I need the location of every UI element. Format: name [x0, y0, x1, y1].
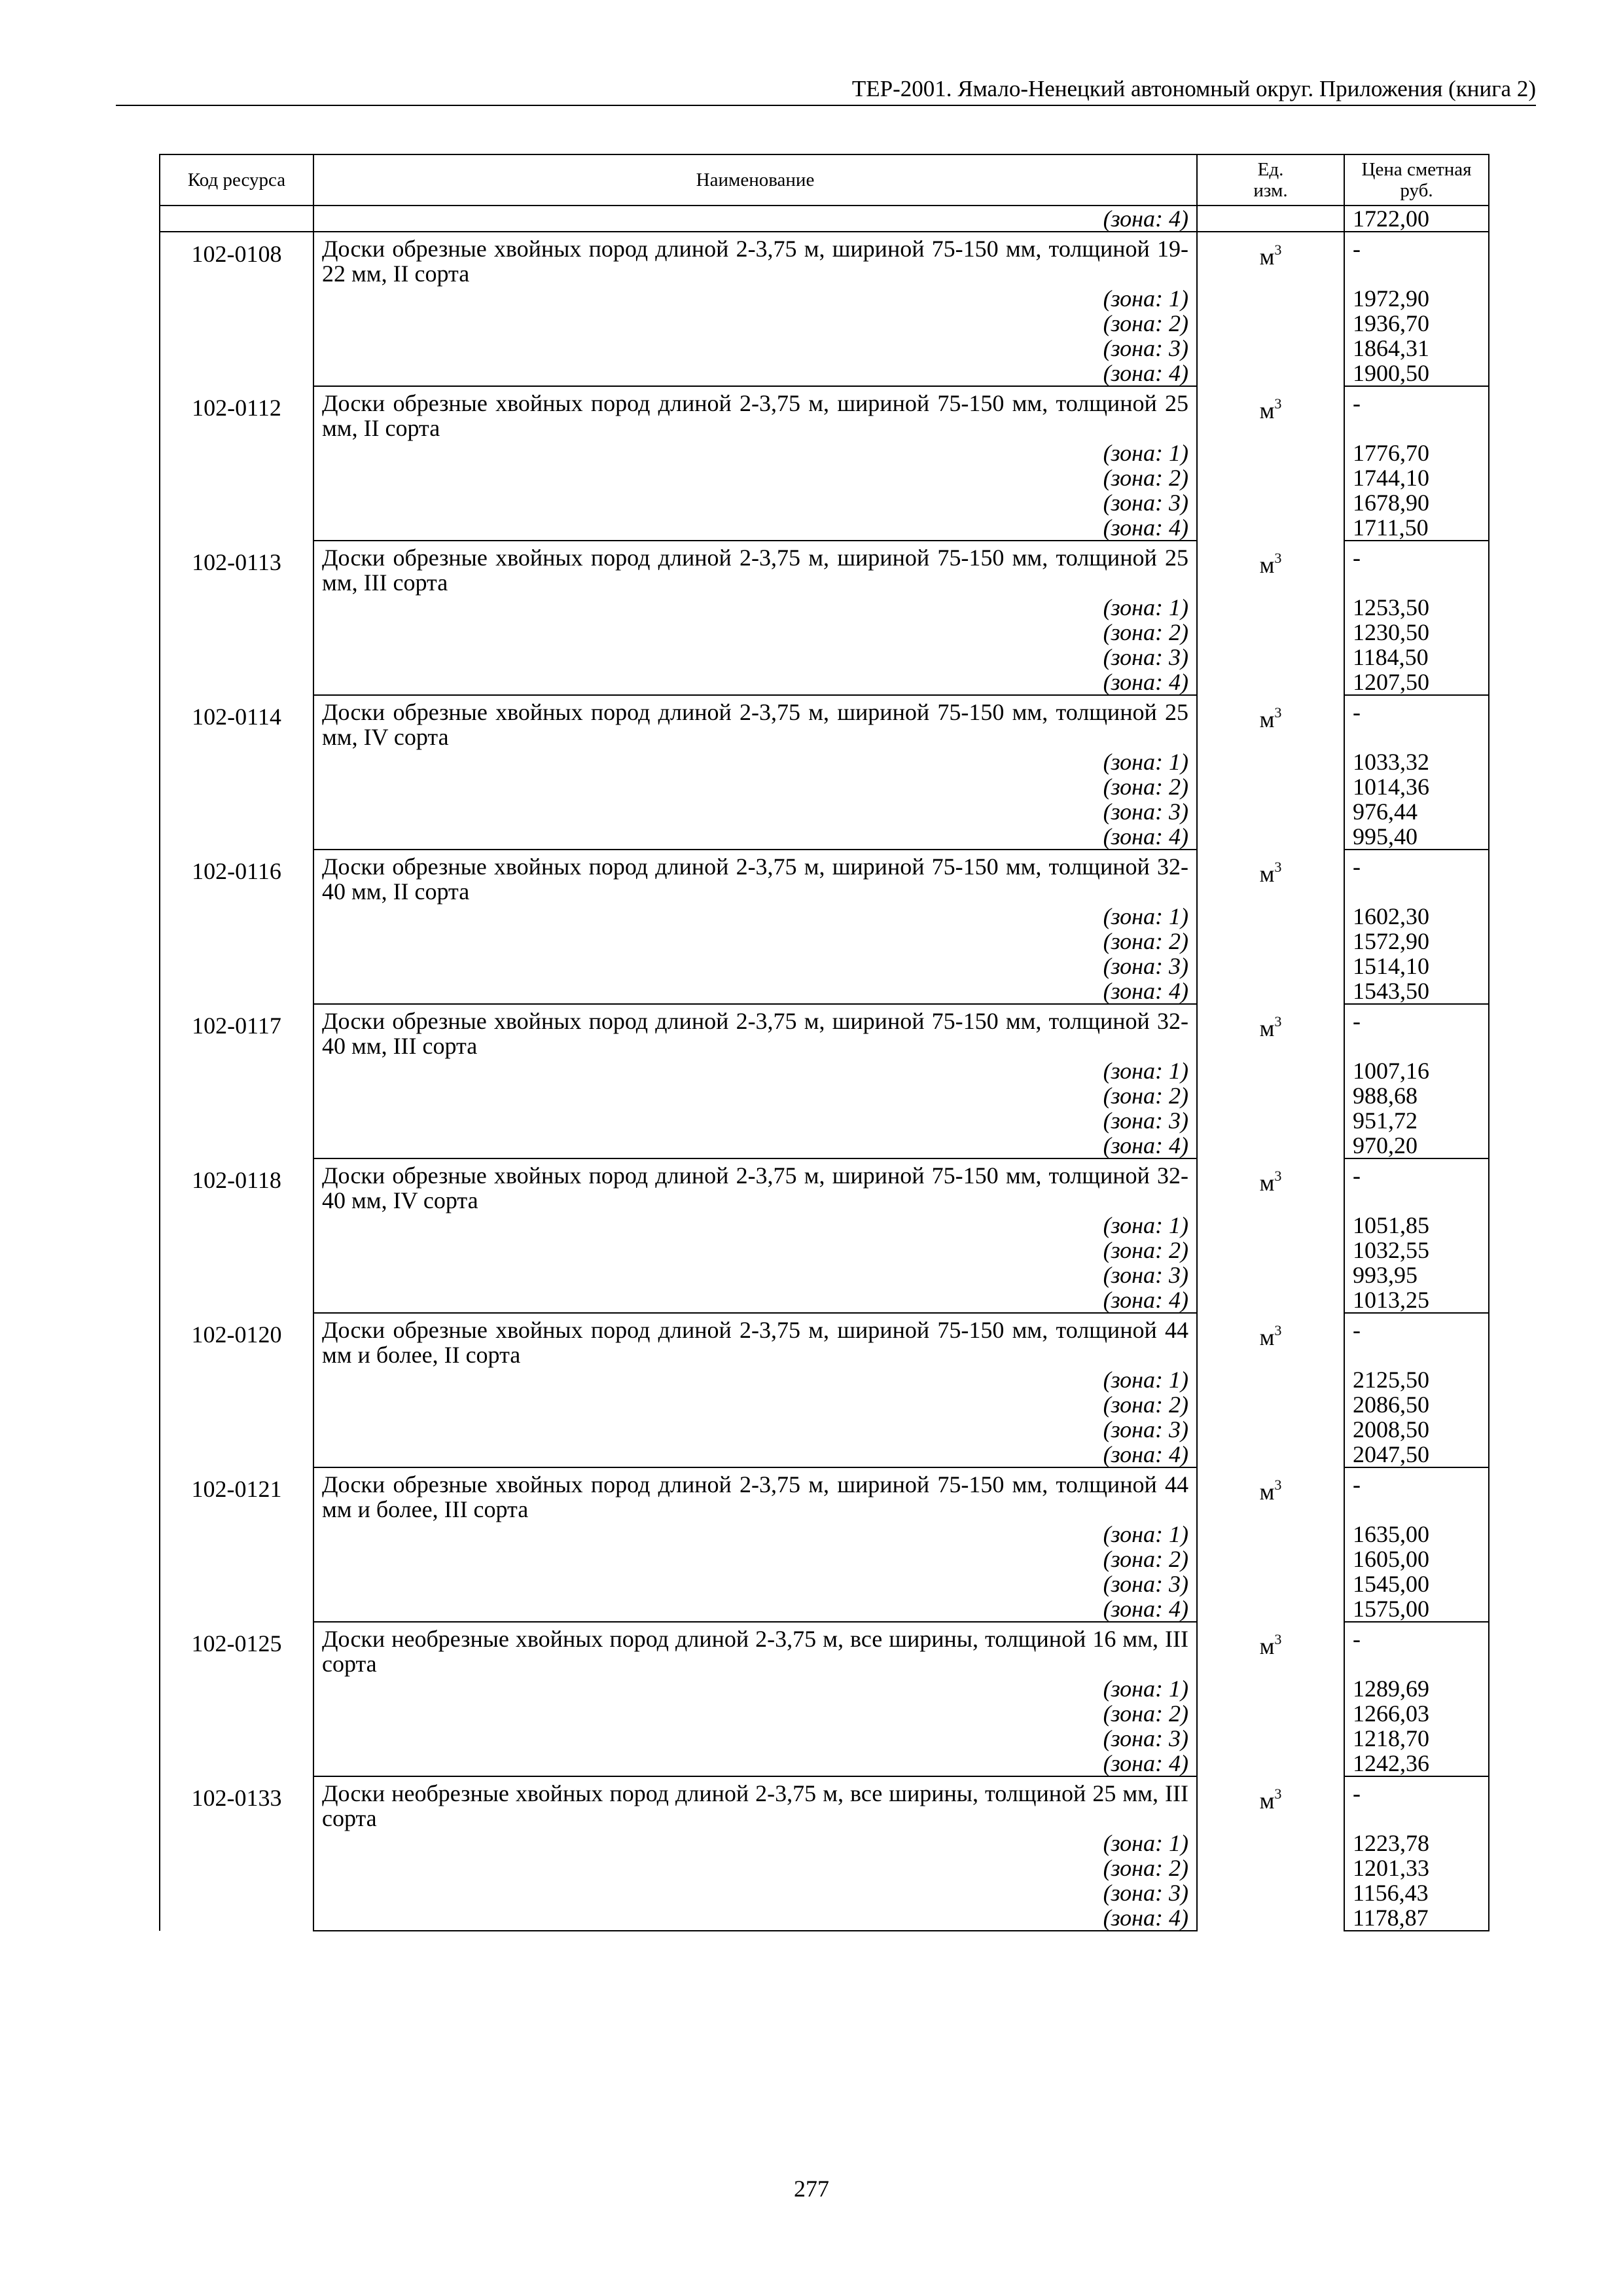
resource-code: 102-0125: [160, 1622, 313, 1776]
zone-label: (зона: 3): [313, 1880, 1197, 1905]
unit-cell: [1197, 1004, 1344, 1158]
base-price: -: [1344, 1467, 1489, 1522]
running-header: ТЕР-2001. Ямало-Ненецкий автономный округ. Приложения (книга 2): [851, 76, 1536, 101]
zone-price: 1032,55: [1344, 1238, 1489, 1263]
zone-price: 1033,32: [1344, 749, 1489, 774]
zone-label: (зона: 1): [313, 1522, 1197, 1547]
zone-label: (зона: 2): [313, 620, 1197, 645]
column-header-price: [1344, 154, 1489, 206]
zone-label: (зона: 3): [313, 1108, 1197, 1133]
table-row: [160, 1467, 1489, 1522]
base-price: -: [1344, 1158, 1489, 1213]
unit-text: м: [1259, 1170, 1275, 1196]
zone-label: (зона: 3): [313, 1417, 1197, 1442]
zone-price: 1776,70: [1344, 440, 1489, 465]
resource-code: 102-0120: [160, 1313, 313, 1467]
zone-price: 2008,50: [1344, 1417, 1489, 1442]
carryover-row: [160, 206, 1489, 232]
resource-name: Доски обрезные хвойных пород длиной 2-3,75 м, шириной 75-150 мм, толщиной 44 мм и более, III сорта: [313, 1467, 1197, 1522]
unit-exponent: 3: [1274, 395, 1282, 412]
zone-label: (зона: 1): [313, 1831, 1197, 1856]
table-row: [160, 1004, 1489, 1058]
unit-cell: [1197, 850, 1344, 1004]
table-row: [160, 1313, 1489, 1367]
zone-price: 1936,70: [1344, 311, 1489, 336]
column-header-price-line2: руб.: [1400, 180, 1433, 201]
base-price: -: [1344, 1004, 1489, 1058]
zone-price: 1218,70: [1344, 1726, 1489, 1751]
zone-label: (зона: 1): [313, 1213, 1197, 1238]
table-row: [160, 386, 1489, 440]
unit-text: м: [1259, 552, 1275, 578]
column-header-unit-line2: изм.: [1253, 180, 1288, 201]
zone-label: (зона: 1): [313, 1676, 1197, 1701]
zone-label: (зона: 4): [313, 515, 1197, 541]
zone-price: 1266,03: [1344, 1701, 1489, 1726]
zone-price: 2086,50: [1344, 1392, 1489, 1417]
resource-code: 102-0113: [160, 541, 313, 695]
zone-price: 976,44: [1344, 799, 1489, 824]
zone-label: (зона: 4): [313, 1442, 1197, 1467]
unit-cell: [1197, 1622, 1344, 1776]
zone-label: (зона: 1): [313, 595, 1197, 620]
unit-cell: [1197, 1313, 1344, 1467]
unit-text: м: [1259, 1015, 1275, 1041]
resource-name: Доски обрезные хвойных пород длиной 2-3,75 м, шириной 75-150 мм, толщиной 25 мм, IV сорта: [313, 695, 1197, 749]
zone-price: 1602,30: [1344, 904, 1489, 929]
zone-price: 1864,31: [1344, 336, 1489, 361]
unit-text: м: [1259, 243, 1275, 270]
zone-price: 1156,43: [1344, 1880, 1489, 1905]
zone-price: 2047,50: [1344, 1442, 1489, 1467]
zone-price: 1514,10: [1344, 954, 1489, 978]
zone-label: (зона: 2): [313, 774, 1197, 799]
zone-label: (зона: 1): [313, 904, 1197, 929]
base-price: -: [1344, 1622, 1489, 1676]
table-header-row: [160, 154, 1489, 206]
base-price: -: [1344, 1313, 1489, 1367]
zone-price: 1900,50: [1344, 361, 1489, 386]
zone-price: 1543,50: [1344, 978, 1489, 1004]
unit-exponent: 3: [1274, 859, 1282, 875]
zone-price: 1744,10: [1344, 465, 1489, 490]
resource-code: 102-0118: [160, 1158, 313, 1313]
header-rule: [116, 105, 1536, 106]
unit-cell: [1197, 1467, 1344, 1622]
resource-name: Доски обрезные хвойных пород длиной 2-3,75 м, шириной 75-150 мм, толщиной 32-40 мм, IV сорта: [313, 1158, 1197, 1213]
zone-price: 1207,50: [1344, 670, 1489, 695]
zone-label: (зона: 2): [313, 1238, 1197, 1263]
zone-price: 988,68: [1344, 1083, 1489, 1108]
unit-exponent: 3: [1274, 1168, 1282, 1184]
base-price: -: [1344, 386, 1489, 440]
table-row: [160, 695, 1489, 749]
zone-label: (зона: 4): [313, 1287, 1197, 1313]
zone-label: (зона: 3): [313, 1726, 1197, 1751]
zone-label: (зона: 4): [313, 361, 1197, 386]
zone-label: (зона: 4): [313, 670, 1197, 695]
zone-price: 993,95: [1344, 1263, 1489, 1287]
zone-price: 1711,50: [1344, 515, 1489, 541]
unit-exponent: 3: [1274, 550, 1282, 566]
unit-cell: [1197, 541, 1344, 695]
zone-price: 1014,36: [1344, 774, 1489, 799]
unit-exponent: 3: [1274, 1013, 1282, 1030]
zone-label: (зона: 3): [313, 1263, 1197, 1287]
zone-label: (зона: 4): [313, 1596, 1197, 1622]
zone-label: (зона: 2): [313, 1856, 1197, 1880]
table-row: [160, 232, 1489, 286]
zone-label: (зона: 3): [313, 799, 1197, 824]
resource-code: 102-0114: [160, 695, 313, 850]
zone-label: (зона: 2): [313, 1083, 1197, 1108]
base-price: -: [1344, 850, 1489, 904]
unit-text: м: [1259, 1479, 1275, 1505]
unit-text: м: [1259, 397, 1275, 423]
resource-code: 102-0133: [160, 1776, 313, 1931]
zone-label: (зона: 2): [313, 1392, 1197, 1417]
table-row: [160, 1776, 1489, 1831]
unit-cell: [1197, 695, 1344, 850]
column-header-unit: [1197, 154, 1344, 206]
zone-price: 1678,90: [1344, 490, 1489, 515]
zone-price: 1545,00: [1344, 1571, 1489, 1596]
resource-code: 102-0116: [160, 850, 313, 1004]
resource-code: 102-0121: [160, 1467, 313, 1622]
zone-price: 1722,00: [1344, 206, 1489, 232]
unit-text: м: [1259, 861, 1275, 887]
table-body: [160, 206, 1489, 1931]
zone-price: 1051,85: [1344, 1213, 1489, 1238]
zone-price: 1605,00: [1344, 1547, 1489, 1571]
column-header-price-line1: Цена сметная: [1361, 159, 1472, 180]
table-row: [160, 1158, 1489, 1213]
unit-exponent: 3: [1274, 704, 1282, 721]
zone-price: 1013,25: [1344, 1287, 1489, 1313]
zone-price: 1223,78: [1344, 1831, 1489, 1856]
zone-price: 1253,50: [1344, 595, 1489, 620]
zone-label: (зона: 3): [313, 954, 1197, 978]
zone-price: 1242,36: [1344, 1751, 1489, 1776]
unit-exponent: 3: [1274, 1785, 1282, 1802]
unit-text: м: [1259, 706, 1275, 732]
resource-name: Доски обрезные хвойных пород длиной 2-3,75 м, шириной 75-150 мм, толщиной 32-40 мм, II сорта: [313, 850, 1197, 904]
zone-label: (зона: 4): [313, 1905, 1197, 1931]
zone-label: (зона: 3): [313, 645, 1197, 670]
zone-label: (зона: 1): [313, 749, 1197, 774]
zone-label: (зона: 3): [313, 336, 1197, 361]
zone-label: (зона: 3): [313, 1571, 1197, 1596]
zone-label: (зона: 2): [313, 929, 1197, 954]
zone-price: 970,20: [1344, 1133, 1489, 1158]
zone-price: 1289,69: [1344, 1676, 1489, 1701]
zone-label: (зона: 2): [313, 1547, 1197, 1571]
base-price: -: [1344, 695, 1489, 749]
unit-exponent: 3: [1274, 1631, 1282, 1647]
zone-price: 1635,00: [1344, 1522, 1489, 1547]
zone-label: (зона: 4): [313, 824, 1197, 850]
zone-label: (зона: 2): [313, 465, 1197, 490]
zone-label: (зона: 1): [313, 286, 1197, 311]
unit-text: м: [1259, 1633, 1275, 1659]
zone-label: (зона: 3): [313, 490, 1197, 515]
resource-name: Доски обрезные хвойных пород длиной 2-3,75 м, шириной 75-150 мм, толщиной 44 мм и более, II сорта: [313, 1313, 1197, 1367]
unit-cell: [1197, 1158, 1344, 1313]
zone-label: (зона: 4): [313, 1751, 1197, 1776]
unit-cell: [1197, 386, 1344, 541]
zone-price: 1184,50: [1344, 645, 1489, 670]
table-row: [160, 1622, 1489, 1676]
unit-text: м: [1259, 1324, 1275, 1350]
base-price: -: [1344, 541, 1489, 595]
zone-price: 1575,00: [1344, 1596, 1489, 1622]
zone-price: 1007,16: [1344, 1058, 1489, 1083]
zone-price: 1178,87: [1344, 1905, 1489, 1931]
unit-text: м: [1259, 1787, 1275, 1814]
zone-price: 995,40: [1344, 824, 1489, 850]
zone-price: 951,72: [1344, 1108, 1489, 1133]
zone-price: 1572,90: [1344, 929, 1489, 954]
resource-code: 102-0108: [160, 232, 313, 386]
resource-name: Доски обрезные хвойных пород длиной 2-3,75 м, шириной 75-150 мм, толщиной 25 мм, III сорта: [313, 541, 1197, 595]
zone-label: (зона: 4): [313, 978, 1197, 1004]
zone-price: 1972,90: [1344, 286, 1489, 311]
unit-cell: [1197, 232, 1344, 386]
resource-name: Доски обрезные хвойных пород длиной 2-3,75 м, шириной 75-150 мм, толщиной 32-40 мм, III сорта: [313, 1004, 1197, 1058]
resource-name: Доски обрезные хвойных пород длиной 2-3,75 м, шириной 75-150 мм, толщиной 19-22 мм, II сорта: [313, 232, 1197, 286]
zone-label: (зона: 2): [313, 1701, 1197, 1726]
unit-exponent: 3: [1274, 1477, 1282, 1493]
resource-price-table: [159, 154, 1489, 1931]
zone-label: (зона: 4): [313, 1133, 1197, 1158]
zone-price: 1230,50: [1344, 620, 1489, 645]
zone-label: (зона: 4): [313, 206, 1197, 232]
table-row: [160, 850, 1489, 904]
column-header-code: Код ресурса: [160, 154, 313, 206]
base-price: -: [1344, 1776, 1489, 1831]
zone-price: 2125,50: [1344, 1367, 1489, 1392]
column-header-unit-line1: Ед.: [1257, 159, 1284, 180]
zone-label: (зона: 1): [313, 1058, 1197, 1083]
unit-exponent: 3: [1274, 242, 1282, 258]
resource-code: 102-0117: [160, 1004, 313, 1158]
base-price: -: [1344, 232, 1489, 286]
zone-label: (зона: 1): [313, 1367, 1197, 1392]
table-row: [160, 541, 1489, 595]
unit-exponent: 3: [1274, 1322, 1282, 1338]
resource-name: Доски необрезные хвойных пород длиной 2-3,75 м, все ширины, толщиной 25 мм, III сорта: [313, 1776, 1197, 1831]
column-header-name: Наименование: [313, 154, 1197, 206]
resource-name: Доски необрезные хвойных пород длиной 2-3,75 м, все ширины, толщиной 16 мм, III сорта: [313, 1622, 1197, 1676]
zone-label: (зона: 1): [313, 440, 1197, 465]
resource-code: 102-0112: [160, 386, 313, 541]
page-number: 277: [794, 2176, 829, 2202]
zone-label: (зона: 2): [313, 311, 1197, 336]
unit-cell: [1197, 1776, 1344, 1931]
resource-name: Доски обрезные хвойных пород длиной 2-3,75 м, шириной 75-150 мм, толщиной 25 мм, II сорта: [313, 386, 1197, 440]
zone-price: 1201,33: [1344, 1856, 1489, 1880]
